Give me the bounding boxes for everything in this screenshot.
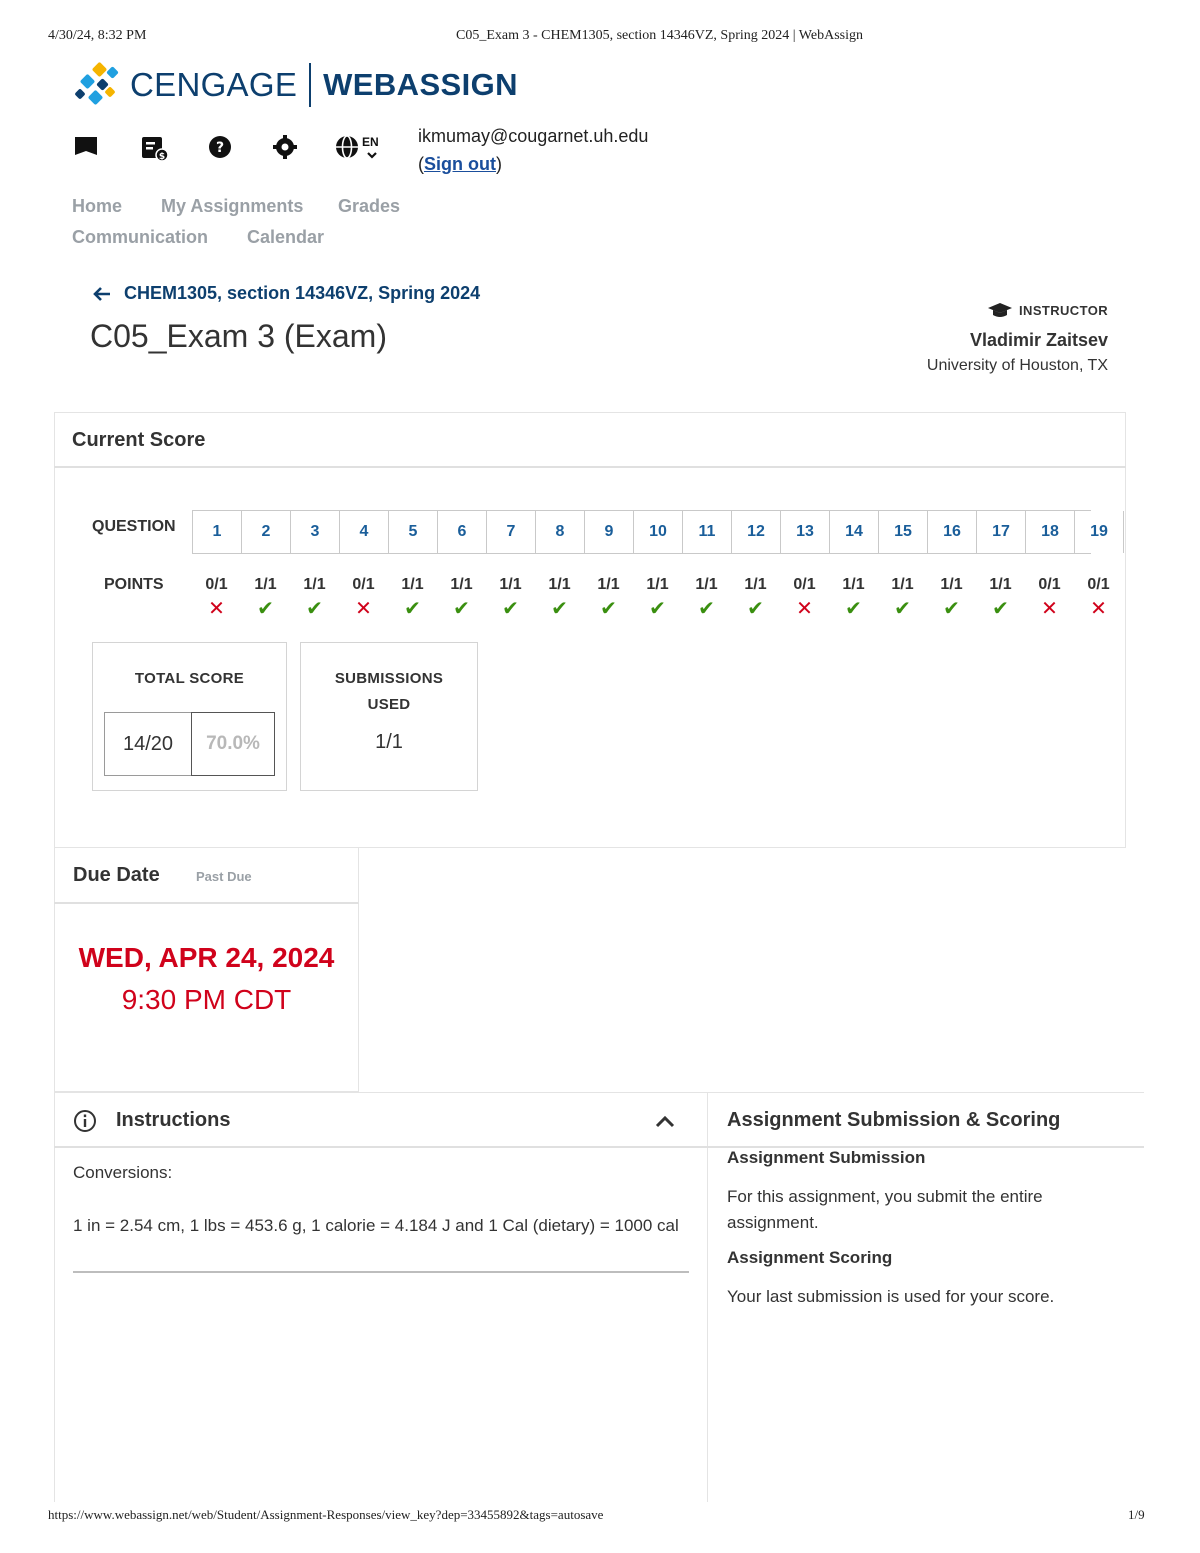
check-icon: ✔ — [992, 598, 1009, 620]
check-icon: ✔ — [453, 598, 470, 620]
question-6-points — [437, 576, 486, 622]
nav-home[interactable]: Home — [72, 196, 123, 216]
scoring-header — [708, 1092, 1144, 1148]
question-10-points — [633, 576, 682, 622]
language-icon[interactable] — [334, 134, 384, 162]
question-3-link[interactable]: 3 — [291, 511, 340, 553]
x-icon: ✕ — [208, 598, 225, 620]
question-15-points — [878, 576, 927, 622]
submissions-used-value: 1/1 — [375, 731, 403, 753]
graduation-cap-icon — [987, 302, 1013, 318]
cengage-logo-mark-icon — [74, 62, 124, 108]
points-value: 0/1 — [205, 576, 228, 593]
points-value: 1/1 — [303, 576, 326, 593]
total-score-label: TOTAL SCORE — [134, 670, 245, 687]
points-value: 1/1 — [597, 576, 620, 593]
question-5-points — [388, 576, 437, 622]
instructor-label — [987, 302, 1108, 318]
check-icon: ✔ — [257, 598, 274, 620]
question-9-points — [584, 576, 633, 622]
question-4-points — [339, 576, 388, 622]
question-1-link[interactable]: 1 — [193, 511, 242, 553]
points-value: 1/1 — [744, 576, 767, 593]
points-value: 1/1 — [842, 576, 865, 593]
flag-icon[interactable] — [72, 134, 100, 162]
check-icon: ✔ — [306, 598, 323, 620]
question-12-link[interactable]: 12 — [732, 511, 781, 553]
question-strip — [192, 510, 1108, 554]
question-8-points — [535, 576, 584, 622]
check-icon: ✔ — [845, 598, 862, 620]
percent-score-value: 70.0% — [206, 733, 260, 754]
print-doc-title: C05_Exam 3 - CHEM1305, section 14346VZ, Spring 2024 | WebAssign — [456, 28, 864, 43]
nav-communication[interactable]: Communication — [72, 227, 209, 247]
check-icon: ✔ — [943, 598, 960, 620]
total-score-value: 14/20 — [122, 733, 174, 755]
cengage-webassign-logo[interactable] — [74, 60, 518, 110]
print-datetime: 4/30/24, 8:32 PM — [48, 28, 147, 43]
question-11-points — [682, 576, 731, 622]
points-value: 1/1 — [989, 576, 1012, 593]
back-to-course-link[interactable] — [92, 283, 480, 304]
points-value: 1/1 — [940, 576, 963, 593]
points-strip — [192, 576, 1110, 626]
due-time-value: 9:30 PM CDT — [121, 984, 292, 1015]
points-value: 1/1 — [254, 576, 277, 593]
check-icon: ✔ — [600, 598, 617, 620]
question-2-points — [241, 576, 290, 622]
x-icon: ✕ — [796, 598, 813, 620]
x-icon: ✕ — [355, 598, 372, 620]
question-13-link[interactable]: 13 — [781, 511, 830, 553]
instructor-label-text: INSTRUCTOR — [1019, 302, 1108, 318]
check-icon: ✔ — [502, 598, 519, 620]
question-2-link[interactable]: 2 — [242, 511, 291, 553]
instructions-header[interactable] — [54, 1092, 708, 1148]
past-due-badge: Past Due — [196, 869, 252, 884]
scoring-title: Assignment Submission & Scoring — [727, 1109, 1061, 1131]
check-icon: ✔ — [649, 598, 666, 620]
question-10-link[interactable]: 10 — [634, 511, 683, 553]
scoring-subhead: Assignment Scoring — [727, 1248, 893, 1267]
submissions-label-1: SUBMISSIONS — [334, 670, 444, 687]
question-15-link[interactable]: 15 — [879, 511, 928, 553]
brand-name: CENGAGE — [130, 66, 298, 103]
due-date-value: WED, APR 24, 2024 — [78, 942, 335, 973]
question-7-link[interactable]: 7 — [487, 511, 536, 553]
dollar-document-icon[interactable] — [140, 134, 168, 162]
current-score-title: Current Score — [72, 429, 206, 451]
check-icon: ✔ — [894, 598, 911, 620]
instructions-panel — [54, 1092, 708, 1502]
svg-text:$: $ — [158, 152, 166, 162]
points-value: 1/1 — [646, 576, 669, 593]
page-title: C05_Exam 3 (Exam) — [90, 318, 387, 354]
submissions-label-2: USED — [367, 696, 411, 713]
points-value: 0/1 — [1038, 576, 1061, 593]
print-page-number: 1/9 — [1128, 1507, 1145, 1522]
sign-out-link[interactable]: Sign out — [424, 154, 496, 174]
check-icon: ✔ — [404, 598, 421, 620]
instructor-name: Vladimir Zaitsev — [969, 330, 1108, 350]
question-3-points — [290, 576, 339, 622]
settings-icon[interactable] — [272, 134, 300, 162]
points-value: 1/1 — [401, 576, 424, 593]
question-19-link[interactable]: 19 — [1075, 511, 1124, 553]
question-17-points — [976, 576, 1025, 622]
due-date-title: Due Date — [73, 864, 160, 886]
question-8-link[interactable]: 8 — [536, 511, 585, 553]
user-email: ikmumay@cougarnet.uh.edu — [418, 126, 649, 146]
instructions-text: 1 in = 2.54 cm, 1 lbs = 453.6 g, 1 calorie = 4.184 J and 1 Cal (dietary) = 1000 cal — [73, 1216, 679, 1235]
points-row-label: POINTS — [104, 576, 164, 593]
arrow-left-icon — [92, 285, 112, 303]
points-value: 0/1 — [352, 576, 375, 593]
question-4-link[interactable]: 4 — [340, 511, 389, 553]
sign-out-wrapper — [418, 154, 502, 175]
question-18-points — [1025, 576, 1074, 622]
nav-my-assignments[interactable]: My Assignments — [161, 196, 304, 216]
product-name: WEBASSIGN — [323, 67, 518, 102]
print-url: https://www.webassign.net/web/Student/Assignment-Responses/view_key?dep=33455892&tags=autosave — [48, 1507, 604, 1522]
sign-out-paren-close: ) — [495, 154, 502, 174]
svg-text:?: ? — [215, 140, 225, 156]
instructions-title: Instructions — [116, 1109, 231, 1131]
language-code: EN — [362, 135, 379, 149]
help-icon[interactable] — [207, 134, 235, 162]
submission-text: For this assignment, you submit the entire assignment. — [727, 1187, 1043, 1232]
x-icon: ✕ — [1041, 598, 1058, 620]
question-19-points — [1074, 576, 1123, 622]
points-value: 1/1 — [499, 576, 522, 593]
question-16-link[interactable]: 16 — [928, 511, 977, 553]
info-icon — [73, 1109, 97, 1133]
points-value: 0/1 — [1087, 576, 1110, 593]
question-7-points — [486, 576, 535, 622]
instructor-school: University of Houston, TX — [926, 357, 1108, 374]
submissions-used-box — [300, 642, 478, 791]
points-value: 0/1 — [793, 576, 816, 593]
instructions-divider — [73, 1271, 689, 1273]
submission-subhead: Assignment Submission — [727, 1148, 926, 1167]
nav-calendar[interactable]: Calendar — [247, 227, 325, 247]
question-12-points — [731, 576, 780, 622]
sign-out-paren-open: ( — [418, 154, 424, 174]
question-16-points — [927, 576, 976, 622]
nav-grades[interactable]: Grades — [338, 196, 401, 216]
question-row-label: QUESTION — [92, 518, 176, 535]
due-date-header — [54, 848, 359, 904]
scoring-text: Your last submission is used for your score. — [727, 1287, 1055, 1306]
question-9-link[interactable]: 9 — [585, 511, 634, 553]
question-17-link[interactable]: 17 — [977, 511, 1026, 553]
check-icon: ✔ — [551, 598, 568, 620]
course-name: CHEM1305, section 14346VZ, Spring 2024 — [124, 283, 481, 303]
question-14-points — [829, 576, 878, 622]
x-icon: ✕ — [1090, 598, 1107, 620]
question-11-link[interactable]: 11 — [683, 511, 732, 553]
chevron-up-icon[interactable] — [654, 1113, 676, 1129]
points-value: 1/1 — [548, 576, 571, 593]
question-1-points — [192, 576, 241, 622]
total-score-value-box — [104, 712, 192, 776]
logo-divider — [309, 63, 311, 107]
check-icon: ✔ — [698, 598, 715, 620]
question-5-link[interactable]: 5 — [389, 511, 438, 553]
percent-score-box — [191, 712, 275, 776]
instructions-label: Conversions: — [73, 1163, 173, 1182]
points-value: 1/1 — [695, 576, 718, 593]
points-value: 1/1 — [891, 576, 914, 593]
current-score-header — [54, 412, 1126, 468]
question-13-points — [780, 576, 829, 622]
points-value: 1/1 — [450, 576, 473, 593]
check-icon: ✔ — [747, 598, 764, 620]
question-18-link[interactable]: 18 — [1026, 511, 1075, 553]
question-6-link[interactable]: 6 — [438, 511, 487, 553]
question-14-link[interactable]: 14 — [830, 511, 879, 553]
